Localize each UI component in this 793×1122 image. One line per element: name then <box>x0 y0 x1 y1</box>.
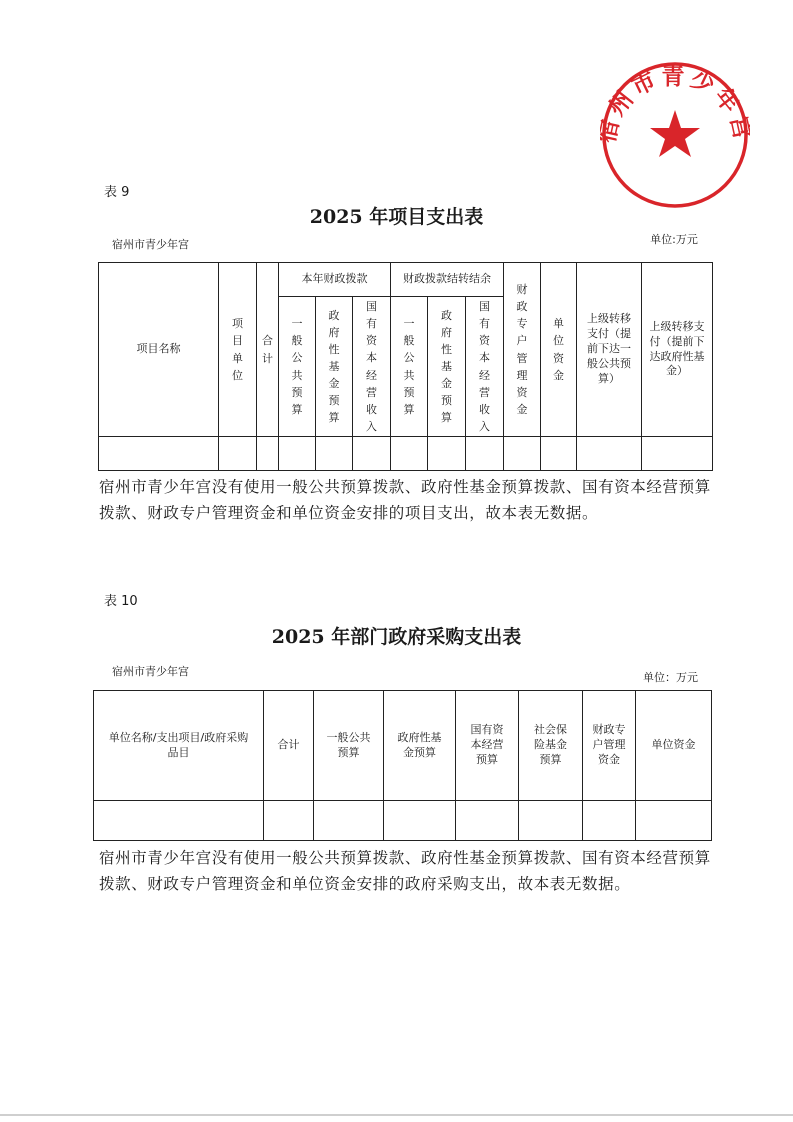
procurement-expenditure-table <box>93 690 712 841</box>
header-project-unit: 项目单位 <box>219 263 257 437</box>
table9-note: 宿州市青少年宫没有使用一般公共预算拨款、政府性基金预算拨款、国有资本经营预算拨款、财政专户管理资金和单位资金安排的项目支出，故本表无数据。 <box>99 478 711 522</box>
header-carryover: 财政拨款结转结余 <box>391 263 504 297</box>
header-social-insurance: 社会保险基金预算 <box>519 691 583 801</box>
svg-text:宿州市青少年宫: 州市青少年 <box>603 62 747 121</box>
header-fiscal-special: 财政专户管理资金 <box>583 691 636 801</box>
table9-unit: 单位:万元 <box>650 233 698 246</box>
header-gov-fund: 政府性基金预算 <box>316 297 353 437</box>
header-general-budget: 一般公共预算 <box>314 691 384 801</box>
header-state-capital: 国有资本经营收入 <box>353 297 391 437</box>
header-project-name: 项目名称 <box>99 263 219 437</box>
table10-note: 宿州市青少年宫没有使用一般公共预算拨款、政府性基金预算拨款、国有资本经营预算拨款、财政专户管理资金和单位资金安排的政府采购支出，故本表无数据。 <box>99 849 711 893</box>
header-fiscal-special: 财政专户管理资金 <box>504 263 541 437</box>
table10-title: 2025 年部门政府采购支出表 <box>271 626 522 648</box>
header-total: 合计 <box>264 691 314 801</box>
header-gov-fund-2: 政府性基金预算 <box>428 297 466 437</box>
table10-unit: 单位：万元 <box>643 671 698 684</box>
table10-org: 宿州市青少年宫 <box>112 665 189 678</box>
table9-org: 宿州市青少年宫 <box>112 238 189 251</box>
project-expenditure-table <box>98 262 713 471</box>
table9-label: 表 9 <box>104 185 130 200</box>
header-unit-name: 单位名称/支出项目/政府采购品目 <box>94 691 264 801</box>
header-unit-funds: 单位资金 <box>636 691 712 801</box>
table9-title: 2025 年项目支出表 <box>309 206 484 228</box>
table-row <box>99 437 713 471</box>
header-state-capital: 国有资本经营预算 <box>456 691 519 801</box>
header-gov-fund: 政府性基金预算 <box>384 691 456 801</box>
header-general-budget: 一般公共预算 <box>279 297 316 437</box>
table10-label: 表 10 <box>104 594 138 609</box>
header-unit-funds: 单位资金 <box>541 263 577 437</box>
header-general-budget-2: 一般公共预算 <box>391 297 428 437</box>
header-transfer-general: 上级转移支付（提前下达一般公共预算） <box>577 263 642 437</box>
header-total: 合计 <box>257 263 279 437</box>
header-state-capital-2: 国有资本经营收入 <box>466 297 504 437</box>
header-transfer-gov-fund: 上级转移支付（提前下达政府性基金） <box>642 263 713 437</box>
official-seal <box>600 60 750 210</box>
header-current-fiscal: 本年财政拨款 <box>279 263 391 297</box>
table-row <box>94 801 712 841</box>
scan-edge <box>0 1114 793 1116</box>
